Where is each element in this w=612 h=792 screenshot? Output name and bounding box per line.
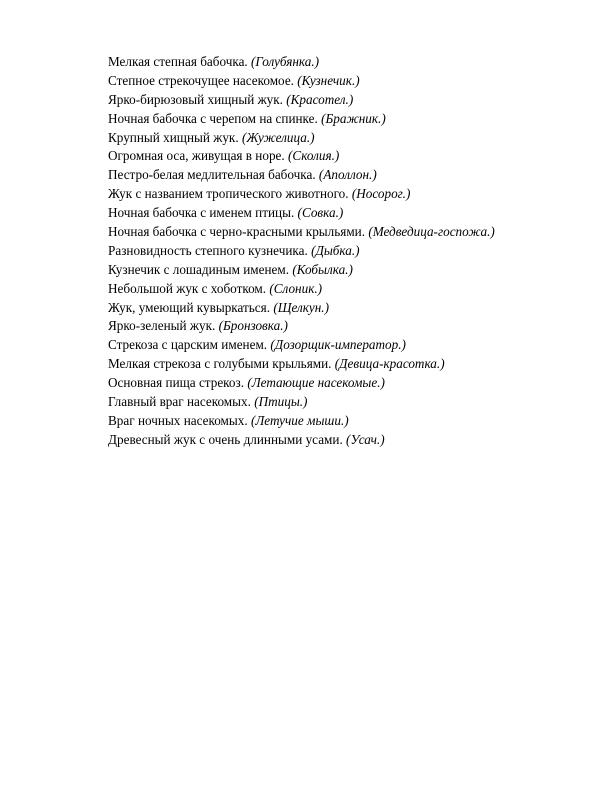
riddle-question: Ярко-зеленый жук.	[108, 318, 219, 334]
riddle-line	[108, 204, 578, 223]
riddle-question: Ночная бабочка с именем птицы.	[108, 205, 298, 221]
riddle-question: Разновидность степного кузнечика.	[108, 242, 312, 258]
riddle-answer: (Красотел.)	[286, 91, 354, 107]
riddle-question: Враг ночных насекомых.	[108, 412, 251, 428]
riddle-question: Кузнечик с лошадиным именем.	[108, 261, 293, 277]
riddle-answer: (Кобылка.)	[292, 261, 353, 277]
riddle-question: Небольшой жук с хоботком.	[108, 280, 270, 296]
riddle-line	[108, 53, 578, 72]
riddle-answer: (Летающие насекомые.)	[247, 375, 385, 391]
riddle-line	[108, 317, 578, 336]
riddle-line	[108, 261, 578, 280]
riddle-question: Основная пища стрекоз.	[108, 375, 248, 391]
riddle-line	[108, 412, 578, 431]
riddle-line	[108, 431, 578, 450]
riddle-answer: (Летучие мыши.)	[250, 412, 349, 428]
riddle-question: Степное стрекочущее насекомое.	[108, 72, 298, 88]
riddle-question: Огромная оса, живущая в норе.	[108, 148, 288, 164]
riddle-line	[108, 72, 578, 91]
riddle-question: Главный враг насекомых.	[108, 394, 255, 410]
riddle-answer: (Птицы.)	[254, 394, 308, 410]
riddle-question: Ночная бабочка с черно-красными крыльями.	[108, 224, 369, 240]
riddle-answer: (Дозорщик-император.)	[270, 337, 406, 353]
riddle-question: Жук, умеющий кувыркаться.	[108, 299, 274, 315]
riddle-question: Жук с названием тропического животного.	[108, 186, 352, 202]
riddle-answer: (Сколия.)	[288, 148, 340, 164]
riddle-line	[108, 355, 578, 374]
riddle-line	[108, 166, 578, 185]
riddle-answer: (Девица-красотка.)	[334, 356, 445, 372]
riddle-answer: (Кузнечик.)	[297, 72, 360, 88]
riddle-answer: (Щелкун.)	[273, 299, 329, 315]
riddle-answer: (Совка.)	[297, 205, 344, 221]
riddle-answer: (Бронзовка.)	[218, 318, 288, 334]
riddle-line	[108, 374, 578, 393]
riddle-line	[108, 110, 578, 129]
riddle-answer: (Аполлон.)	[318, 167, 377, 183]
riddle-answer: (Бражник.)	[321, 110, 386, 126]
riddle-answer: (Слоник.)	[269, 280, 323, 296]
riddle-answer: (Голубянка.)	[251, 54, 320, 69]
riddle-question: Крупный хищный жук.	[108, 129, 242, 145]
riddle-question: Ярко-бирюзовый хищный жук.	[108, 91, 287, 107]
riddle-answer: (Жужелица.)	[241, 129, 315, 145]
riddle-line	[108, 147, 578, 166]
riddle-line	[108, 223, 578, 242]
riddle-line	[108, 242, 578, 261]
riddle-question: Древесный жук с очень длинными усами.	[108, 431, 347, 447]
riddle-list	[108, 53, 578, 450]
riddle-line	[108, 129, 578, 148]
riddle-answer: (Усач.)	[346, 431, 385, 447]
riddle-line	[108, 336, 578, 355]
riddle-answer: (Медведица-госпожа.)	[368, 224, 495, 240]
riddle-answer: (Дыбка.)	[311, 242, 360, 258]
riddle-answer: (Носорог.)	[351, 186, 411, 202]
riddle-question: Мелкая степная бабочка.	[108, 54, 252, 69]
riddle-line	[108, 299, 578, 318]
riddle-line	[108, 185, 578, 204]
riddle-question: Пестро-белая медлительная бабочка.	[108, 167, 319, 183]
riddle-question: Ночная бабочка с черепом на спинке.	[108, 110, 322, 126]
riddle-question: Мелкая стрекоза с голубыми крыльями.	[108, 356, 335, 372]
riddle-line	[108, 393, 578, 412]
riddle-line	[108, 91, 578, 110]
riddle-line	[108, 280, 578, 299]
riddle-question: Стрекоза с царским именем.	[108, 337, 271, 353]
